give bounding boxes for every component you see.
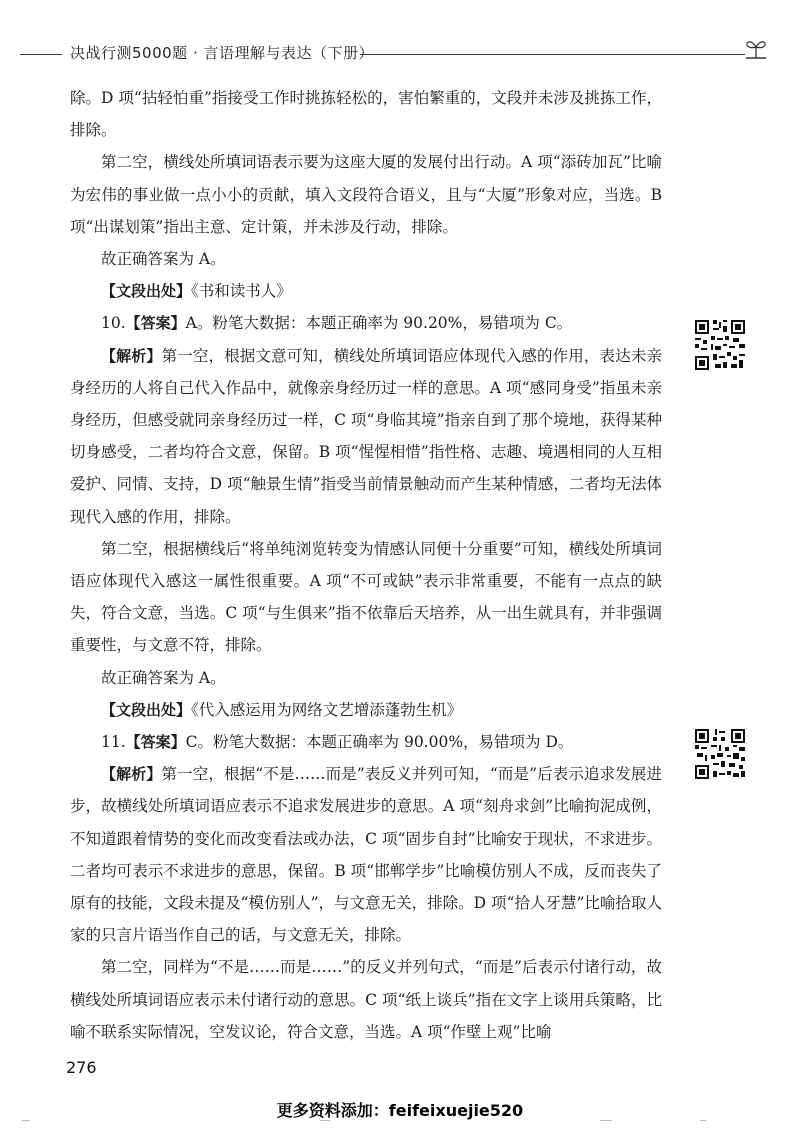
page-number: 276 [66,1058,97,1077]
sprout-icon [742,38,770,60]
header-rule-right [360,54,745,55]
source-label: 【文段出处】 [101,282,192,301]
source-line [70,275,662,307]
analysis-label: 【解析】 [101,346,162,365]
paragraph: 第二空，根据横线后“将单纯浏览转变为情感认同便十分重要”可知，横线处所填词语应体现代入感这一属性很重要。A 项“不可或缺”表示非常重要，不能有一点点的缺失，符合文意，当选。C 项“与生俱来”指不依靠后天培养，从一出生就具有，并非强调重要性，与文意不符，排除。 [70,539,662,655]
footer-note: 更多资料添加：feifeixuejie520 [276,1101,524,1120]
paragraph: 除。D 项“拈轻怕重”指接受工作时挑拣轻松的，害怕繁重的，文段并未涉及挑拣工作，排除。 [70,89,662,140]
answer-label: 【答案】 [125,733,186,752]
source-line [70,694,662,726]
answer-label: 【答案】 [125,314,186,333]
qr-code-icon[interactable] [693,318,747,372]
source-title: 《书和读书人》 [191,282,292,301]
answer-text: A。粉笔大数据：本题正确率为 90.20%，易错项为 C。 [185,314,573,333]
analysis-label: 【解析】 [101,765,162,784]
scan-specks [0,1118,800,1126]
qr-code-icon [693,727,747,781]
paragraph: 第二空，同样为“不是……而是……”的反义并列句式，“而是”后表示付诸行动，故横线处所填词语应表示未付诸行动的意思。C 项“纸上谈兵”指在文字上谈用兵策略，比喻不联系实际情况，空发议论，符合文意，当选。A 项“作壁上观”比喻 [70,958,662,1041]
header-rule-left [20,54,62,55]
paragraph: 故正确答案为 A。 [101,668,226,687]
analysis-text: 第一空，根据“不是……而是”表反义并列可知，“而是”后表示追求发展进步，故横线处所填词语应表示不追求发展进步的意思。A 项“刻舟求剑”比喻拘泥成例，不知道跟着情势的变化而改变看法或办法，C 项“固步自封”比喻安于现状，不求进步。二者均可表示不求进步的意思，保留。B 项“邯郸学步”比喻模仿别人不成，反而丧失了原有的技能，文段未提及“模仿别人”，与文意无关，排除。D 项“拾人牙慧”比喻拾取人家的只言片语当作自己的话，与文意无关，排除。 [70,765,662,945]
paragraph: 故正确答案为 A。 [101,250,226,269]
book-title: 决战行测5000题 · 言语理解与表达（下册） [70,44,374,62]
running-header [20,38,760,66]
source-label: 【文段出处】 [101,700,192,719]
source-title: 《代入感运用为网络文艺增添蓬勃生机》 [191,700,463,719]
analysis-paragraph [70,340,662,533]
page-body [70,82,662,1048]
paragraph: 第二空，横线处所填词语表示要为这座大厦的发展付出行动。A 项“添砖加瓦”比喻为宏伟的事业做一点小小的贡献，填入文段符合语义，且与“大厦”形象对应，当选。B 项“出谋划策”指出主意、定计策，并未涉及行动，排除。 [70,153,662,236]
question-number: 10. [101,314,126,333]
qr-code-icon [693,318,747,372]
answer-text: C。粉笔大数据：本题正确率为 90.00%，易错项为 D。 [185,733,574,752]
qr-code-icon[interactable] [693,727,747,781]
analysis-paragraph [70,758,662,951]
analysis-text: 第一空，根据文意可知，横线处所填词语应体现代入感的作用，表达未亲身经历的人将自己代入作品中，就像亲身经历过一样的意思。A 项“感同身受”指虽未亲身经历，但感受就同亲身经历过一样，C 项“身临其境”指亲自到了那个境地，获得某种切身感受，二者均符合文意，保留。B 项“惺惺相惜”指性格、志趣、境遇相同的人互相爱护、同情、支持，D 项“触景生情”指受当前情景触动而产生某种情感，二者均无法体现代入感的作用，排除。 [70,346,662,526]
answer-line [70,307,662,339]
answer-line [70,726,662,758]
question-number: 11. [101,733,126,752]
